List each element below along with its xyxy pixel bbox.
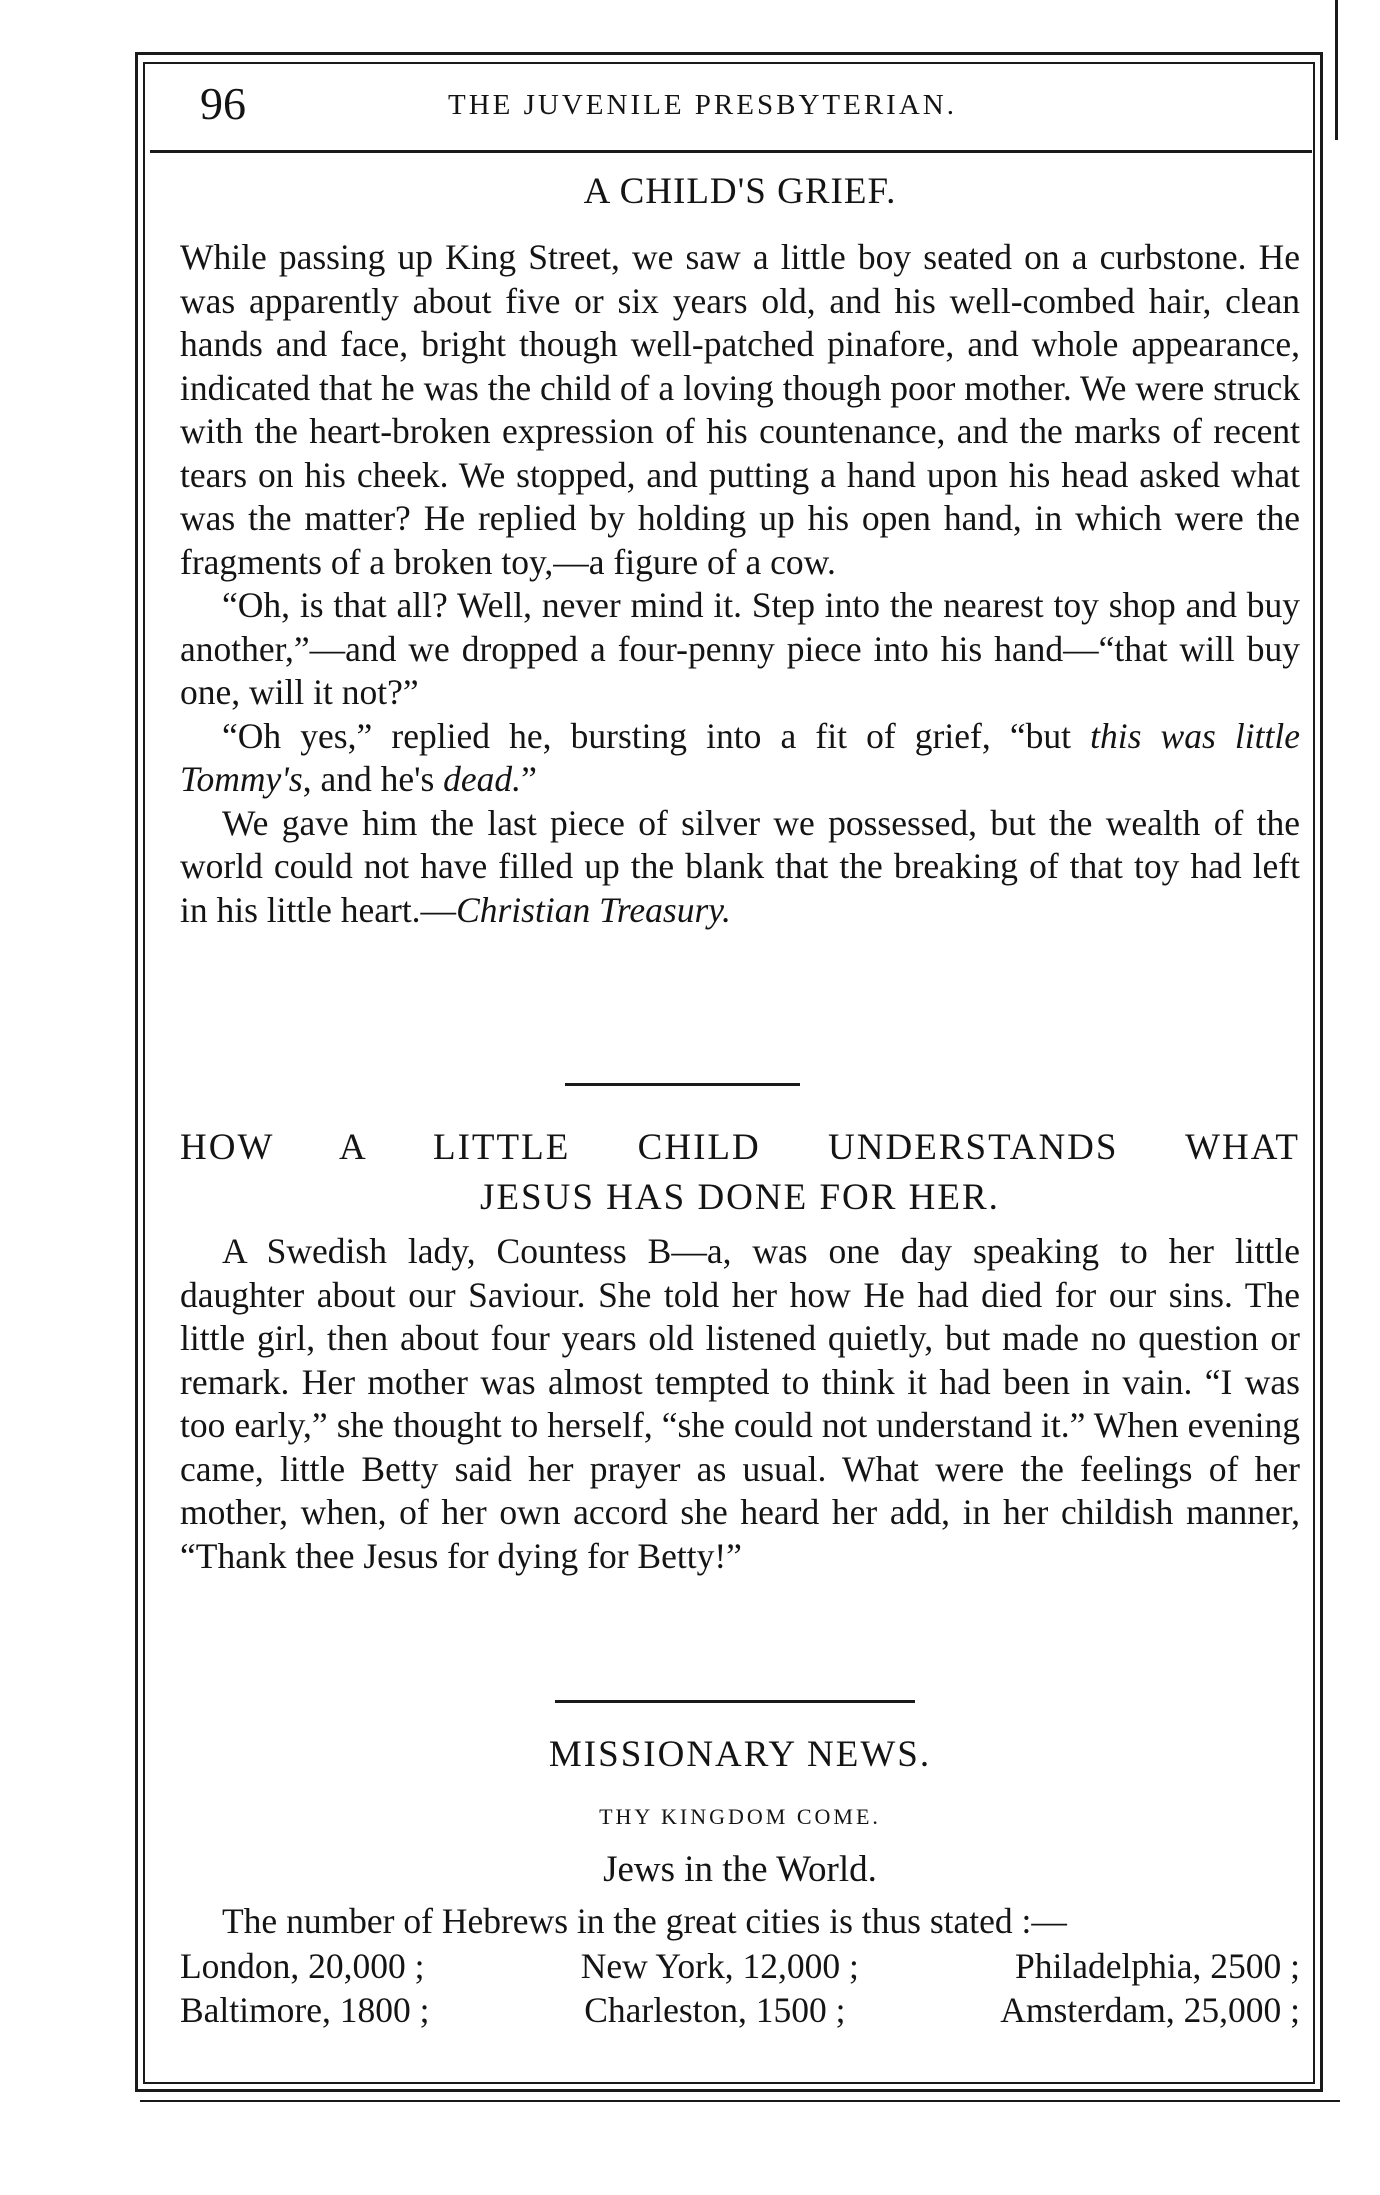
text-run: “Oh yes,” replied he, bursting into a fit of grief, “but bbox=[222, 715, 1091, 756]
city-entry: Philadelphia, 2500 ; bbox=[1015, 1946, 1300, 1986]
text-run: We gave him the last piece of silver we possessed, but the wealth of the world could not have filled up the blank that the breaking of that toy had left in his little heart.— bbox=[180, 802, 1300, 930]
article-intro bbox=[180, 1900, 1300, 1944]
city-entry: Amsterdam, 25,000 ; bbox=[1000, 1990, 1300, 2030]
page-number: 96 bbox=[200, 78, 246, 129]
article-body-little-child bbox=[180, 1230, 1300, 1578]
title-line: HOW A LITTLE CHILD UNDERSTANDS WHAT bbox=[180, 1127, 1300, 1168]
city-entry: New York, 12,000 ; bbox=[580, 1946, 859, 1986]
paragraph bbox=[180, 802, 1300, 933]
city-row bbox=[180, 1944, 1300, 1988]
article-heading: Jews in the World. bbox=[603, 1849, 877, 1890]
section-divider bbox=[565, 1083, 800, 1086]
article-title-childs-grief: A CHILD'S GRIEF. bbox=[583, 171, 897, 212]
city-row bbox=[180, 1988, 1300, 2032]
article-title-little-child bbox=[180, 1123, 1300, 1223]
running-title: THE JUVENILE PRESBYTERIAN. bbox=[448, 89, 957, 121]
article-title-missionary-news: MISSIONARY NEWS. bbox=[548, 1734, 932, 1775]
text-run: ” bbox=[521, 759, 537, 799]
city-entry: London, 20,000 ; bbox=[180, 1946, 425, 1986]
section-divider bbox=[555, 1700, 915, 1703]
italic-text: this was little Tommy's bbox=[180, 715, 1301, 799]
city-entry: Charleston, 1500 ; bbox=[584, 1990, 846, 2030]
paragraph bbox=[180, 715, 1300, 802]
title-line: JESUS HAS DONE FOR HER. bbox=[480, 1177, 1000, 1218]
footer-rule bbox=[140, 2100, 1340, 2102]
article-body-childs-grief bbox=[180, 236, 1300, 932]
city-entry: Baltimore, 1800 ; bbox=[180, 1990, 430, 2030]
paragraph: “Oh, is that all? Well, never mind it. Step into the nearest toy shop and buy another,”—and we dropped a four-penny piece into his hand—“that will buy one, will it not?” bbox=[180, 585, 1300, 712]
city-population-list bbox=[180, 1944, 1300, 2032]
article-subtitle: THY KINGDOM COME. bbox=[599, 1804, 881, 1829]
paragraph: The number of Hebrews in the great cities is thus stated :— bbox=[222, 1901, 1067, 1941]
header-rule bbox=[150, 150, 1312, 153]
source-attribution: Christian Treasury. bbox=[456, 889, 731, 930]
margin-rule bbox=[1335, 0, 1338, 140]
text-run: , and he's bbox=[302, 759, 444, 799]
italic-text: dead. bbox=[443, 759, 522, 799]
paragraph: While passing up King Street, we saw a little boy seated on a curbstone. He was apparently about five or six years old, and his well-combed hair, clean hands and face, bright though well-patched pinafore, and whole appearance, indicated that he was the child of a loving though poor mother. We were struck with the heart-broken expression of his countenance, and the marks of recent tears on his cheek. We stopped, and putting a hand upon his head asked what was the matter? He replied by holding up his open hand, in which were the fragments of a broken toy,—a figure of a cow. bbox=[180, 237, 1300, 582]
paragraph: A Swedish lady, Countess B—a, was one day speaking to her little daughter about our Saviour. She told her how He had died for our sins. The little girl, then about four years old listened quietly, but made no question or remark. Her mother was almost tempted to think it had been in vain. “I was too early,” she thought to herself, “she could not understand it.” When evening came, little Betty said her prayer as usual. What were the feelings of her mother, when, of her own accord she heard her add, in her childish manner, “Thank thee Jesus for dying for Betty!” bbox=[180, 1231, 1300, 1576]
